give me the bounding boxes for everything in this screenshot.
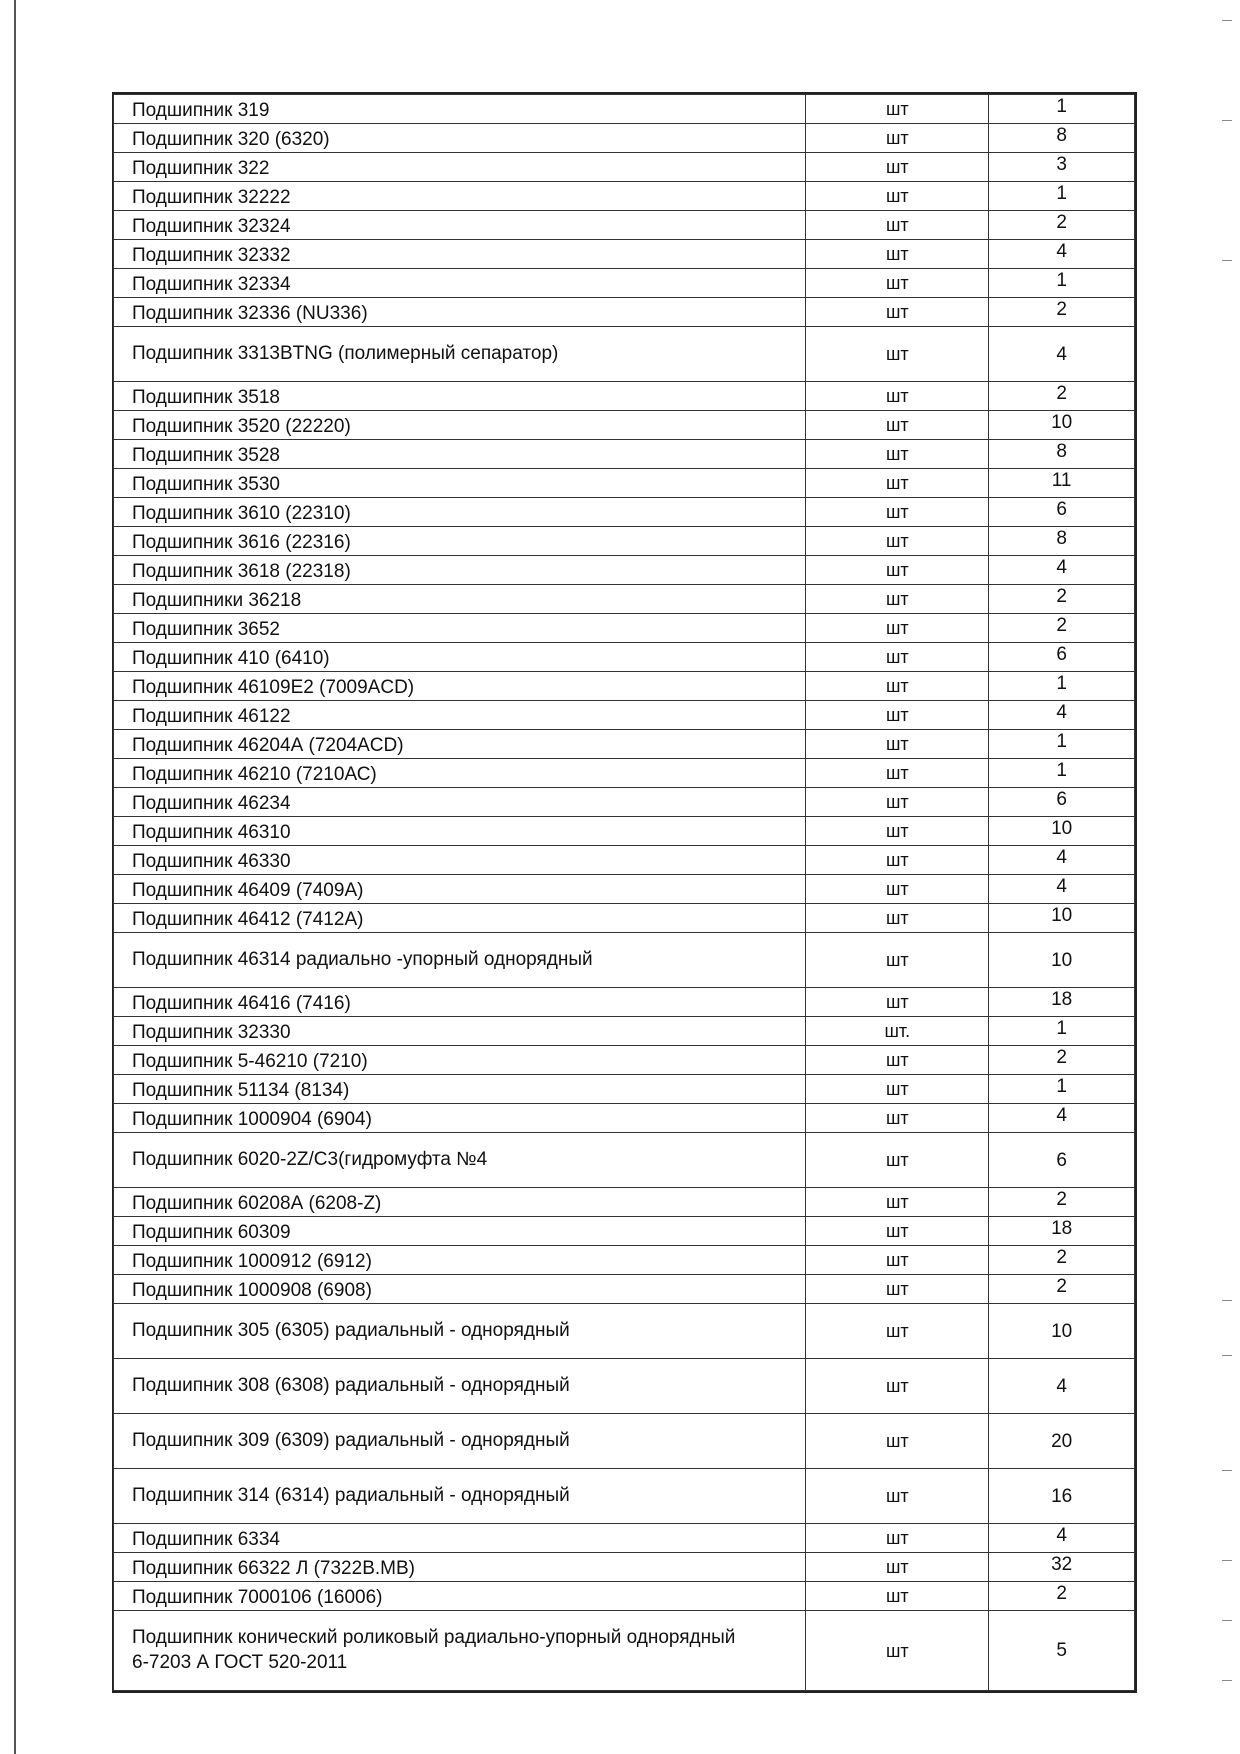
unit-cell: шт: [806, 1188, 989, 1217]
unit-cell: шт: [806, 469, 989, 498]
item-name-cell: Подшипник 3610 (22310): [114, 498, 806, 527]
unit-cell: шт: [806, 153, 989, 182]
unit-cell: шт: [806, 211, 989, 240]
item-name-cell: Подшипник 46409 (7409А): [114, 875, 806, 904]
item-name-cell: Подшипник 3530: [114, 469, 806, 498]
unit-cell: шт: [806, 1075, 989, 1104]
table-row: [114, 1275, 1135, 1304]
item-name-cell: Подшипник 66322 Л (7322В.МВ): [114, 1553, 806, 1582]
quantity-cell: 18: [989, 1217, 1135, 1246]
quantity-cell: 1: [989, 730, 1135, 759]
quantity-cell: 3: [989, 153, 1135, 182]
item-name-cell: Подшипник 46416 (7416): [114, 988, 806, 1017]
item-name-cell: Подшипник 46234: [114, 788, 806, 817]
item-name-cell: Подшипник 410 (6410): [114, 643, 806, 672]
table-row: [114, 1104, 1135, 1133]
quantity-cell: 8: [989, 124, 1135, 153]
quantity-cell: 1: [989, 672, 1135, 701]
item-name-cell: Подшипник 6020-2Z/C3(гидромуфта №4: [114, 1133, 806, 1188]
bearings-table-frame: [112, 92, 1137, 1693]
table-row: [114, 469, 1135, 498]
unit-cell: шт: [806, 95, 989, 124]
item-name-cell: Подшипник 32332: [114, 240, 806, 269]
unit-cell: шт: [806, 1582, 989, 1611]
unit-cell: шт: [806, 382, 989, 411]
table-row: [114, 1524, 1135, 1553]
item-name-cell: Подшипник 5-46210 (7210): [114, 1046, 806, 1075]
quantity-cell: 10: [989, 411, 1135, 440]
item-name-cell: Подшипник 1000904 (6904): [114, 1104, 806, 1133]
table-row: [114, 875, 1135, 904]
quantity-cell: 4: [989, 1524, 1135, 1553]
unit-cell: шт: [806, 440, 989, 469]
table-row: [114, 382, 1135, 411]
unit-cell: шт: [806, 1104, 989, 1133]
quantity-cell: 1: [989, 182, 1135, 211]
table-row: [114, 1188, 1135, 1217]
unit-cell: шт: [806, 1246, 989, 1275]
table-row: [114, 1553, 1135, 1582]
quantity-cell: 32: [989, 1553, 1135, 1582]
quantity-cell: 11: [989, 469, 1135, 498]
table-row: [114, 240, 1135, 269]
quantity-cell: 10: [989, 817, 1135, 846]
unit-cell: шт: [806, 1359, 989, 1414]
quantity-cell: 10: [989, 1304, 1135, 1359]
quantity-cell: 8: [989, 440, 1135, 469]
quantity-cell: 16: [989, 1469, 1135, 1524]
quantity-cell: 8: [989, 527, 1135, 556]
table-row: [114, 1304, 1135, 1359]
quantity-cell: 2: [989, 1246, 1135, 1275]
table-row: [114, 672, 1135, 701]
item-name-cell: Подшипник 3520 (22220): [114, 411, 806, 440]
item-name-cell: Подшипник 319: [114, 95, 806, 124]
table-row: [114, 788, 1135, 817]
item-name-cell: Подшипник 32222: [114, 182, 806, 211]
table-row: [114, 1217, 1135, 1246]
item-name-cell: Подшипник 46314 радиально -упорный однорядный: [114, 933, 806, 988]
table-row: [114, 153, 1135, 182]
item-name-cell: Подшипник 46122: [114, 701, 806, 730]
unit-cell: шт: [806, 817, 989, 846]
table-row: [114, 1359, 1135, 1414]
item-name-cell: Подшипник 46412 (7412А): [114, 904, 806, 933]
quantity-cell: 4: [989, 1104, 1135, 1133]
table-row: [114, 614, 1135, 643]
table-row: [114, 1017, 1135, 1046]
quantity-cell: 18: [989, 988, 1135, 1017]
unit-cell: шт: [806, 124, 989, 153]
quantity-cell: 1: [989, 759, 1135, 788]
item-name-cell: Подшипник 314 (6314) радиальный - однорядный: [114, 1469, 806, 1524]
quantity-cell: 6: [989, 643, 1135, 672]
table-body: [114, 95, 1135, 1691]
item-name-cell: Подшипник 32334: [114, 269, 806, 298]
unit-cell: шт: [806, 933, 989, 988]
quantity-cell: 2: [989, 1582, 1135, 1611]
item-name-cell: Подшипник 7000106 (16006): [114, 1582, 806, 1611]
unit-cell: шт.: [806, 1017, 989, 1046]
table-row: [114, 124, 1135, 153]
unit-cell: шт: [806, 1469, 989, 1524]
quantity-cell: 4: [989, 327, 1135, 382]
table-row: [114, 1075, 1135, 1104]
table-row: [114, 498, 1135, 527]
item-name-cell: Подшипник 60309: [114, 1217, 806, 1246]
quantity-cell: 4: [989, 240, 1135, 269]
item-name-cell: Подшипник 3313BTNG (полимерный сепаратор): [114, 327, 806, 382]
table-row: [114, 585, 1135, 614]
unit-cell: шт: [806, 904, 989, 933]
quantity-cell: 20: [989, 1414, 1135, 1469]
quantity-cell: 2: [989, 382, 1135, 411]
table-row: [114, 211, 1135, 240]
unit-cell: шт: [806, 1414, 989, 1469]
item-name-cell: Подшипник 3616 (22316): [114, 527, 806, 556]
item-name-cell: Подшипник 60208А (6208-Z): [114, 1188, 806, 1217]
quantity-cell: 1: [989, 95, 1135, 124]
table-row: [114, 988, 1135, 1017]
item-name-cell: Подшипник 3518: [114, 382, 806, 411]
table-row: [114, 95, 1135, 124]
table-row: [114, 1246, 1135, 1275]
table-row: [114, 527, 1135, 556]
unit-cell: шт: [806, 269, 989, 298]
quantity-cell: 6: [989, 1133, 1135, 1188]
item-name-cell: Подшипник 1000908 (6908): [114, 1275, 806, 1304]
quantity-cell: 2: [989, 614, 1135, 643]
quantity-cell: 4: [989, 846, 1135, 875]
item-name-cell: Подшипник 46330: [114, 846, 806, 875]
table-row: [114, 1133, 1135, 1188]
unit-cell: шт: [806, 759, 989, 788]
item-name-cell: Подшипник 46109Е2 (7009ACD): [114, 672, 806, 701]
unit-cell: шт: [806, 846, 989, 875]
unit-cell: шт: [806, 182, 989, 211]
quantity-cell: 4: [989, 556, 1135, 585]
quantity-cell: 2: [989, 298, 1135, 327]
unit-cell: шт: [806, 788, 989, 817]
unit-cell: шт: [806, 1553, 989, 1582]
table-row: [114, 1469, 1135, 1524]
quantity-cell: 4: [989, 1359, 1135, 1414]
quantity-cell: 2: [989, 1046, 1135, 1075]
unit-cell: шт: [806, 411, 989, 440]
unit-cell: шт: [806, 1217, 989, 1246]
unit-cell: шт: [806, 556, 989, 585]
item-name-cell: Подшипник 32330: [114, 1017, 806, 1046]
table-row: [114, 298, 1135, 327]
bearings-table: [113, 94, 1135, 1691]
quantity-cell: 6: [989, 788, 1135, 817]
unit-cell: шт: [806, 585, 989, 614]
binding-edge-line: [14, 0, 16, 1754]
quantity-cell: 1: [989, 1017, 1135, 1046]
quantity-cell: 2: [989, 211, 1135, 240]
quantity-cell: 2: [989, 1275, 1135, 1304]
quantity-cell: 4: [989, 875, 1135, 904]
item-name-cell: Подшипник 3528: [114, 440, 806, 469]
item-name-cell: Подшипник 308 (6308) радиальный - однорядный: [114, 1359, 806, 1414]
quantity-cell: 1: [989, 269, 1135, 298]
table-row: [114, 904, 1135, 933]
unit-cell: шт: [806, 298, 989, 327]
unit-cell: шт: [806, 643, 989, 672]
unit-cell: шт: [806, 875, 989, 904]
quantity-cell: 10: [989, 933, 1135, 988]
item-name-cell: Подшипник 309 (6309) радиальный - однорядный: [114, 1414, 806, 1469]
table-row: [114, 411, 1135, 440]
item-name-cell: Подшипник 3652: [114, 614, 806, 643]
table-row: [114, 1046, 1135, 1075]
table-row: [114, 182, 1135, 211]
table-row: [114, 1414, 1135, 1469]
table-row: [114, 846, 1135, 875]
table-row: [114, 817, 1135, 846]
right-margin-marks: [1220, 0, 1232, 1754]
item-name-cell: Подшипник 46210 (7210АС): [114, 759, 806, 788]
item-name-cell: Подшипник 6334: [114, 1524, 806, 1553]
table-row: [114, 701, 1135, 730]
table-row: [114, 759, 1135, 788]
table-row: [114, 1582, 1135, 1611]
unit-cell: шт: [806, 988, 989, 1017]
unit-cell: шт: [806, 1611, 989, 1691]
quantity-cell: 4: [989, 701, 1135, 730]
item-name-cell: Подшипник 320 (6320): [114, 124, 806, 153]
item-name-cell: Подшипник 51134 (8134): [114, 1075, 806, 1104]
item-name-cell: Подшипник 46204А (7204ACD): [114, 730, 806, 759]
quantity-cell: 1: [989, 1075, 1135, 1104]
unit-cell: шт: [806, 527, 989, 556]
table-row: [114, 643, 1135, 672]
unit-cell: шт: [806, 240, 989, 269]
quantity-cell: 6: [989, 498, 1135, 527]
item-name-cell: Подшипник 32336 (NU336): [114, 298, 806, 327]
table-row: [114, 440, 1135, 469]
table-row: [114, 933, 1135, 988]
item-name-cell: Подшипник 3618 (22318): [114, 556, 806, 585]
unit-cell: шт: [806, 614, 989, 643]
unit-cell: шт: [806, 1133, 989, 1188]
item-name-cell: Подшипник 46310: [114, 817, 806, 846]
unit-cell: шт: [806, 1046, 989, 1075]
quantity-cell: 5: [989, 1611, 1135, 1691]
item-name-cell: Подшипник 1000912 (6912): [114, 1246, 806, 1275]
quantity-cell: 2: [989, 1188, 1135, 1217]
unit-cell: шт: [806, 1275, 989, 1304]
quantity-cell: 10: [989, 904, 1135, 933]
table-row: [114, 1611, 1135, 1691]
table-row: [114, 327, 1135, 382]
unit-cell: шт: [806, 701, 989, 730]
table-row: [114, 556, 1135, 585]
item-name-cell: Подшипник 305 (6305) радиальный - однорядный: [114, 1304, 806, 1359]
unit-cell: шт: [806, 1304, 989, 1359]
unit-cell: шт: [806, 1524, 989, 1553]
unit-cell: шт: [806, 498, 989, 527]
table-row: [114, 730, 1135, 759]
item-name-cell: Подшипник 322: [114, 153, 806, 182]
quantity-cell: 2: [989, 585, 1135, 614]
unit-cell: шт: [806, 672, 989, 701]
unit-cell: шт: [806, 327, 989, 382]
item-name-cell: Подшипники 36218: [114, 585, 806, 614]
item-name-cell: Подшипник 32324: [114, 211, 806, 240]
unit-cell: шт: [806, 730, 989, 759]
table-row: [114, 269, 1135, 298]
item-name-cell: Подшипник конический роликовый радиально-упорный однорядный 6-7203 А ГОСТ 520-2011: [114, 1611, 806, 1691]
